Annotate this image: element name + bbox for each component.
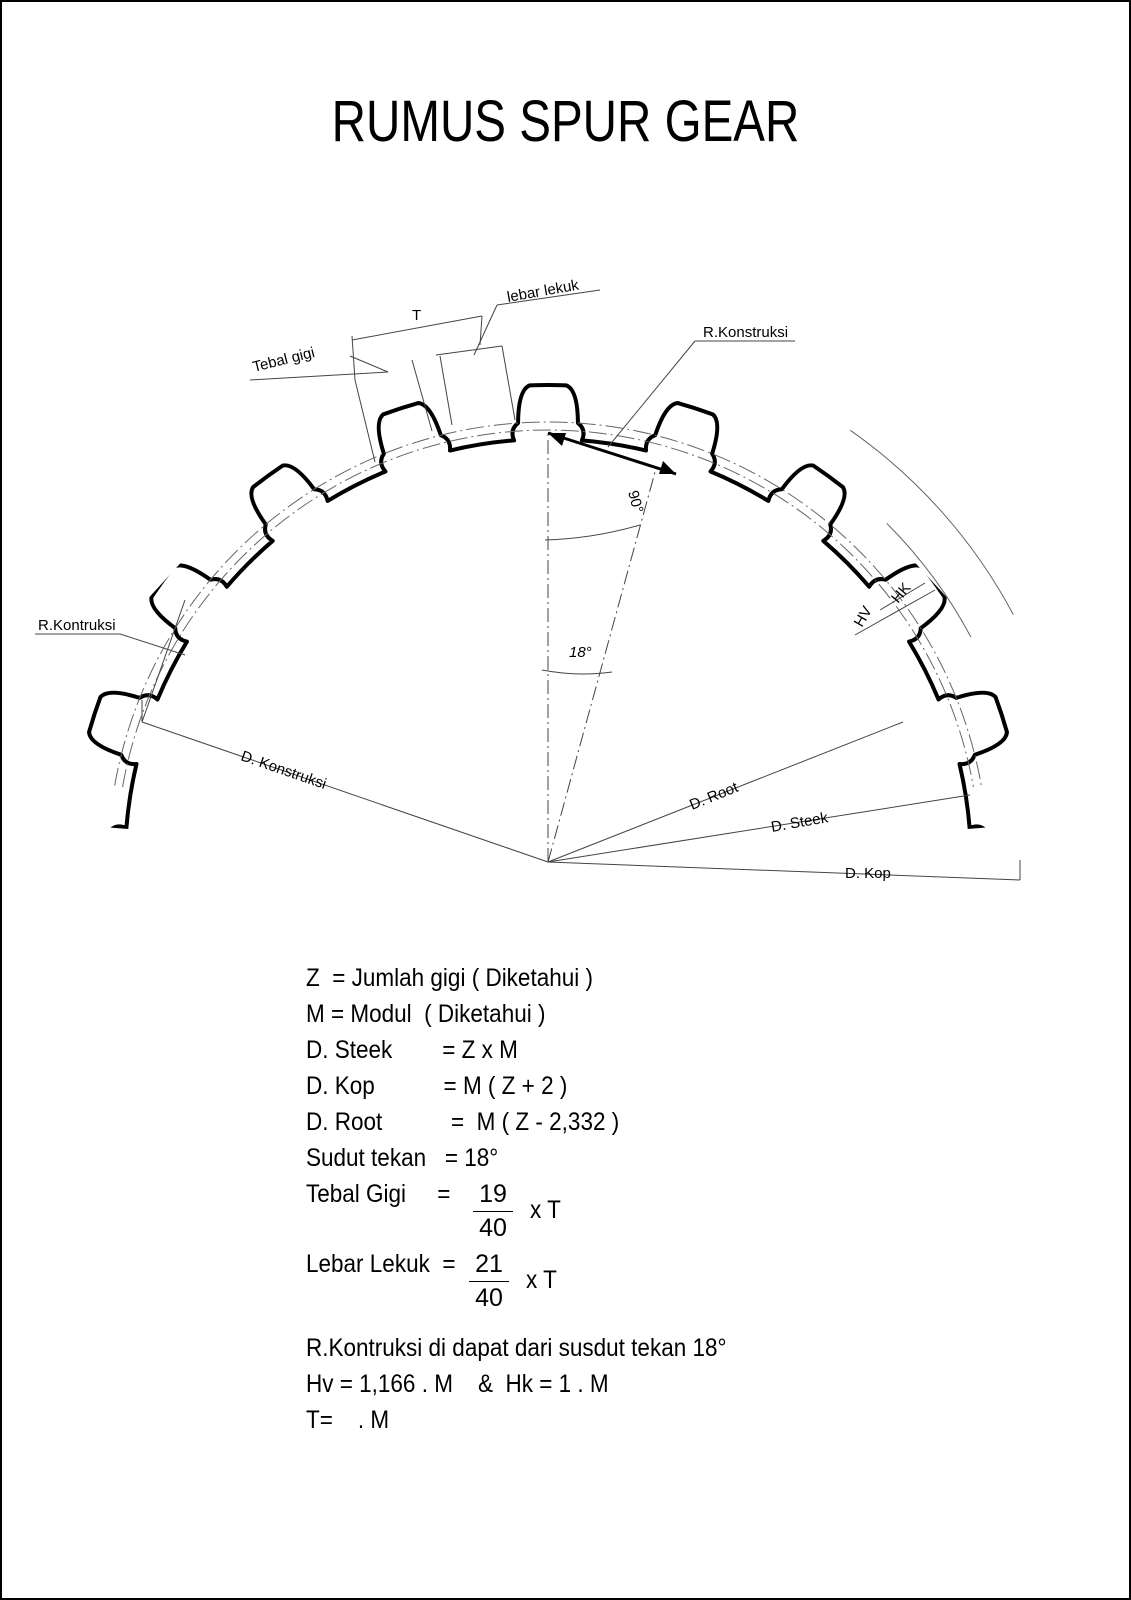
label-hv: HV <box>850 603 876 630</box>
label-d-root: D. Root <box>687 778 741 814</box>
label-angle-90: 90° <box>624 488 647 515</box>
outer-dimension-arc <box>850 430 1013 614</box>
formula-tebal-gigi-tail: x T <box>530 1196 561 1224</box>
formula-t: T= . M <box>306 1406 390 1434</box>
label-angle-18: 18° <box>569 644 592 661</box>
formula-d-root: D. Root = M ( Z - 2,332 ) <box>306 1108 620 1136</box>
label-d-kop: D. Kop <box>845 865 891 882</box>
formula-d-steek: D. Steek = Z x M <box>306 1036 518 1064</box>
fraction-denominator: 40 <box>479 1214 507 1242</box>
fraction-bar <box>469 1281 509 1282</box>
fraction-denominator: 40 <box>475 1284 503 1312</box>
formula-sudut-tekan: Sudut tekan = 18° <box>306 1144 499 1172</box>
formula-m: M = Modul ( Diketahui ) <box>306 1000 546 1028</box>
formula-d-kop: D. Kop = M ( Z + 2 ) <box>306 1072 568 1100</box>
page-title: RUMUS SPUR GEAR <box>331 89 800 154</box>
label-hk: HK <box>888 579 915 607</box>
formula-z: Z = Jumlah gigi ( Diketahui ) <box>306 964 593 992</box>
construction-circles <box>115 422 1014 787</box>
formula-lebar-lekuk-tail: x T <box>526 1266 557 1294</box>
label-d-steek: D. Steek <box>769 809 830 836</box>
label-t: T <box>412 307 422 324</box>
fraction-lebar-lekuk <box>469 1250 509 1313</box>
formula-r-kontruksi: R.Kontruksi di dapat dari susdut tekan 18° <box>306 1334 727 1362</box>
label-tebal-gigi: Tebal gigi <box>250 344 317 376</box>
label-d-konstruksi: D. Konstruksi <box>238 747 329 793</box>
label-r-konstruksi-top: R.Konstruksi <box>703 324 789 341</box>
fraction-tebal-gigi <box>473 1180 513 1243</box>
fraction-bar <box>473 1211 513 1212</box>
formula-hv-hk: Hv = 1,166 . M & Hk = 1 . M <box>306 1370 609 1398</box>
label-lebar-lekuk: lebar lekuk <box>505 276 581 306</box>
fraction-numerator: 19 <box>479 1180 507 1208</box>
formula-lebar-lekuk-label: Lebar Lekuk = <box>306 1250 456 1278</box>
formula-tebal-gigi-label: Tebal Gigi = <box>306 1180 451 1208</box>
dimension-arrow <box>548 433 676 474</box>
label-r-kontruksi-left: R.Kontruksi <box>38 617 116 634</box>
fraction-numerator: 21 <box>475 1250 503 1278</box>
